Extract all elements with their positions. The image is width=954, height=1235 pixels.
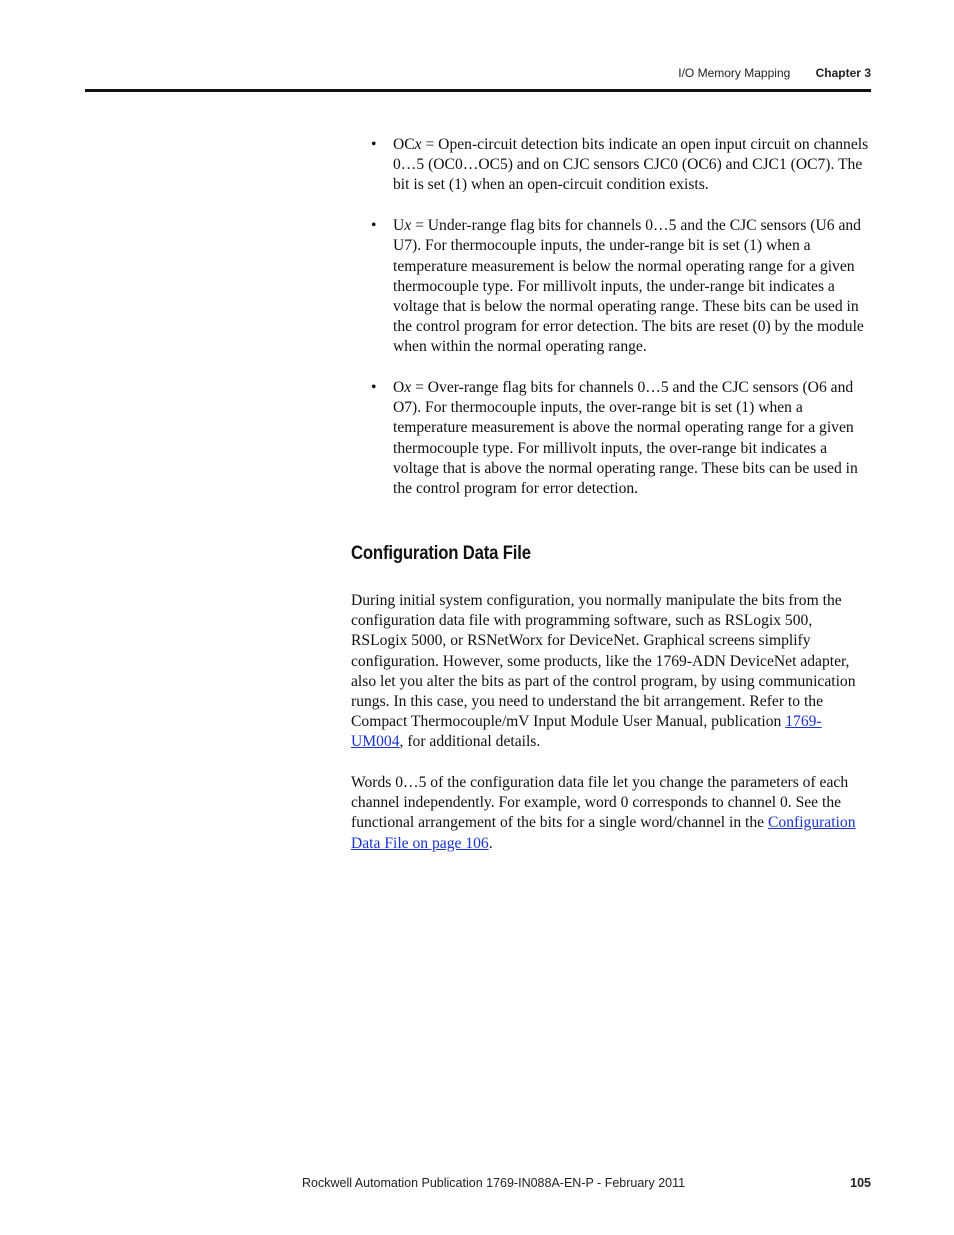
- bullet-dot-icon: •: [371, 217, 377, 235]
- bullet-text: = Over-range flag bits for channels 0…5 and the CJC sensors (O6 and O7). For thermocouple inputs, the over-range bit is set (1) when a temperature measurement is above the normal operating range for a given thermocouple type. For millivolt inputs, the over-range bit indicates a voltage that is above the normal operating range. These bits can be used in the control program for error detection.: [393, 379, 858, 498]
- bullet-symbol: OC: [393, 136, 415, 153]
- bullet-dot-icon: •: [371, 136, 377, 153]
- bullet-item-over-range: [351, 378, 871, 499]
- bullet-dot-icon: •: [371, 379, 377, 397]
- footer-publication: Rockwell Automation Publication 1769-IN088A-EN-P - February 2011: [302, 1176, 686, 1190]
- bullet-variable: x: [414, 136, 422, 153]
- bullet-symbol: O: [393, 379, 405, 397]
- bullet-text: = Under-range flag bits for channels 0…5 and the CJC sensors (U6 and U7). For thermocouple inputs, the under-range bit is set (1) when a temperature measurement is below the normal operating range for a given thermocouple type. For millivolt inputs, the under-range bit indicates a voltage that is below the normal operating range. These bits can be used in the control program for error detection. The bits are reset (0) by the module when within the normal operating range.: [393, 217, 864, 356]
- header-section-title: I/O Memory Mapping: [678, 66, 791, 80]
- header-rule: [85, 89, 871, 92]
- bullet-variable: x: [404, 379, 412, 397]
- paragraph-text: During initial system configuration, you normally manipulate the bits from the configuration data file with programming software, such as RSLogix 500, RSLogix 5000, or RSNetWorx for DeviceNet. Graphical screens simplify configuration. However, some products, like the 1769-ADN DeviceNet adapter, also let you alter the bits as part of the control program, by using communication rungs. In this case, you need to understand the bit arrangement. Refer to the Compact Thermocouple/mV Input Module User Manual, publication: [351, 592, 856, 731]
- page-number: 105: [850, 1176, 871, 1190]
- bullet-symbol: U: [393, 217, 405, 235]
- page-header: [678, 66, 871, 80]
- paragraph-text-after: , for additional details.: [399, 733, 541, 751]
- paragraph-configuration-intro: [351, 591, 871, 753]
- section-heading: Configuration Data File: [351, 543, 531, 564]
- paragraph-words: [351, 773, 871, 854]
- bullet-item-open-circuit: [351, 135, 871, 196]
- bullet-item-under-range: [351, 216, 871, 357]
- publication-link[interactable]: 1769-UM004: [351, 713, 822, 751]
- paragraph-text-after: .: [488, 834, 493, 852]
- cross-reference-link[interactable]: Configuration Data File on page 106: [351, 814, 856, 852]
- bullet-text: = Open-circuit detection bits indicate an open input circuit on channels 0…5 (OC0…OC5) and on CJC sensors CJC0 (OC6) and CJC1 (OC7). The bit is set (1) when an open-circuit condition exists.: [393, 136, 869, 194]
- bullet-variable: x: [404, 217, 412, 235]
- paragraph-text: Words 0…5 of the configuration data file let you change the parameters of each channel independently. For example, word 0 corresponds to channel 0. See the functional arrangement of the bits for a single word/channel in the: [351, 774, 849, 832]
- header-chapter: Chapter 3: [815, 66, 871, 80]
- bullet-list: [351, 135, 871, 520]
